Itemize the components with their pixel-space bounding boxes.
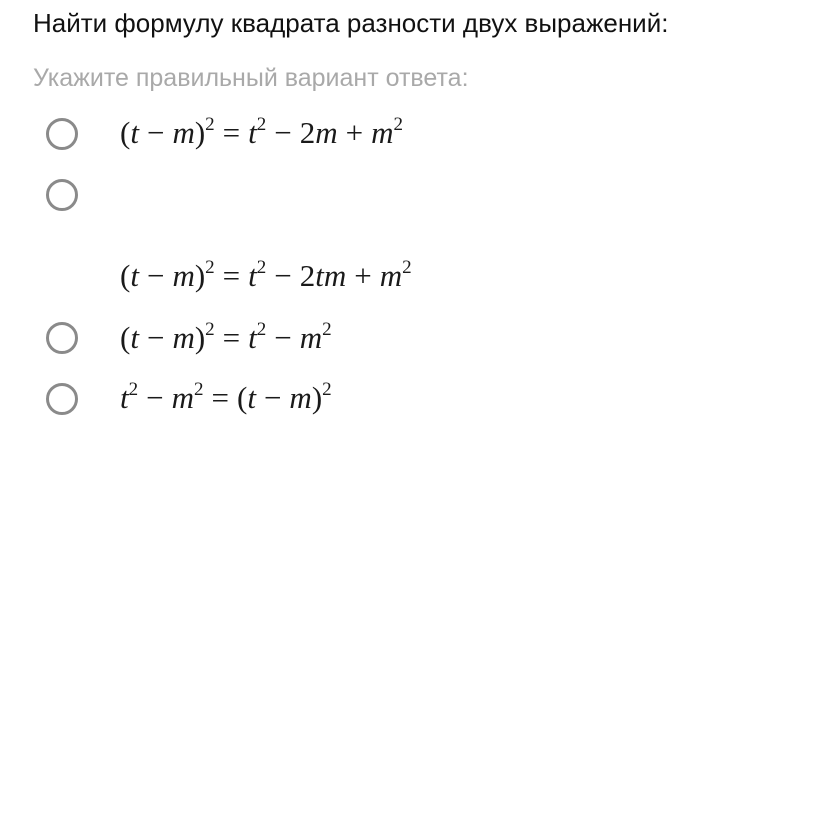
answer-instruction: Укажите правильный вариант ответа: xyxy=(33,64,469,92)
option-b-formula: $(t - m)^2 = t^2 - 2tm + m^2$ xyxy=(120,257,412,293)
option-b-radio[interactable] xyxy=(46,179,78,211)
option-d-radio[interactable] xyxy=(46,383,78,415)
option-c-radio[interactable] xyxy=(46,322,78,354)
option-a-formula: $(t - m)^2 = t^2 - 2m + m^2$ xyxy=(120,114,404,150)
option-c-formula: $(t - m)^2 = t^2 - m^2$ xyxy=(120,319,332,355)
option-d-formula: $t^2 - m^2 = (t - m)^2$ xyxy=(120,379,332,415)
option-a-radio[interactable] xyxy=(46,118,78,150)
question-title: Найти формулу квадрата разности двух выражений: xyxy=(33,8,669,38)
